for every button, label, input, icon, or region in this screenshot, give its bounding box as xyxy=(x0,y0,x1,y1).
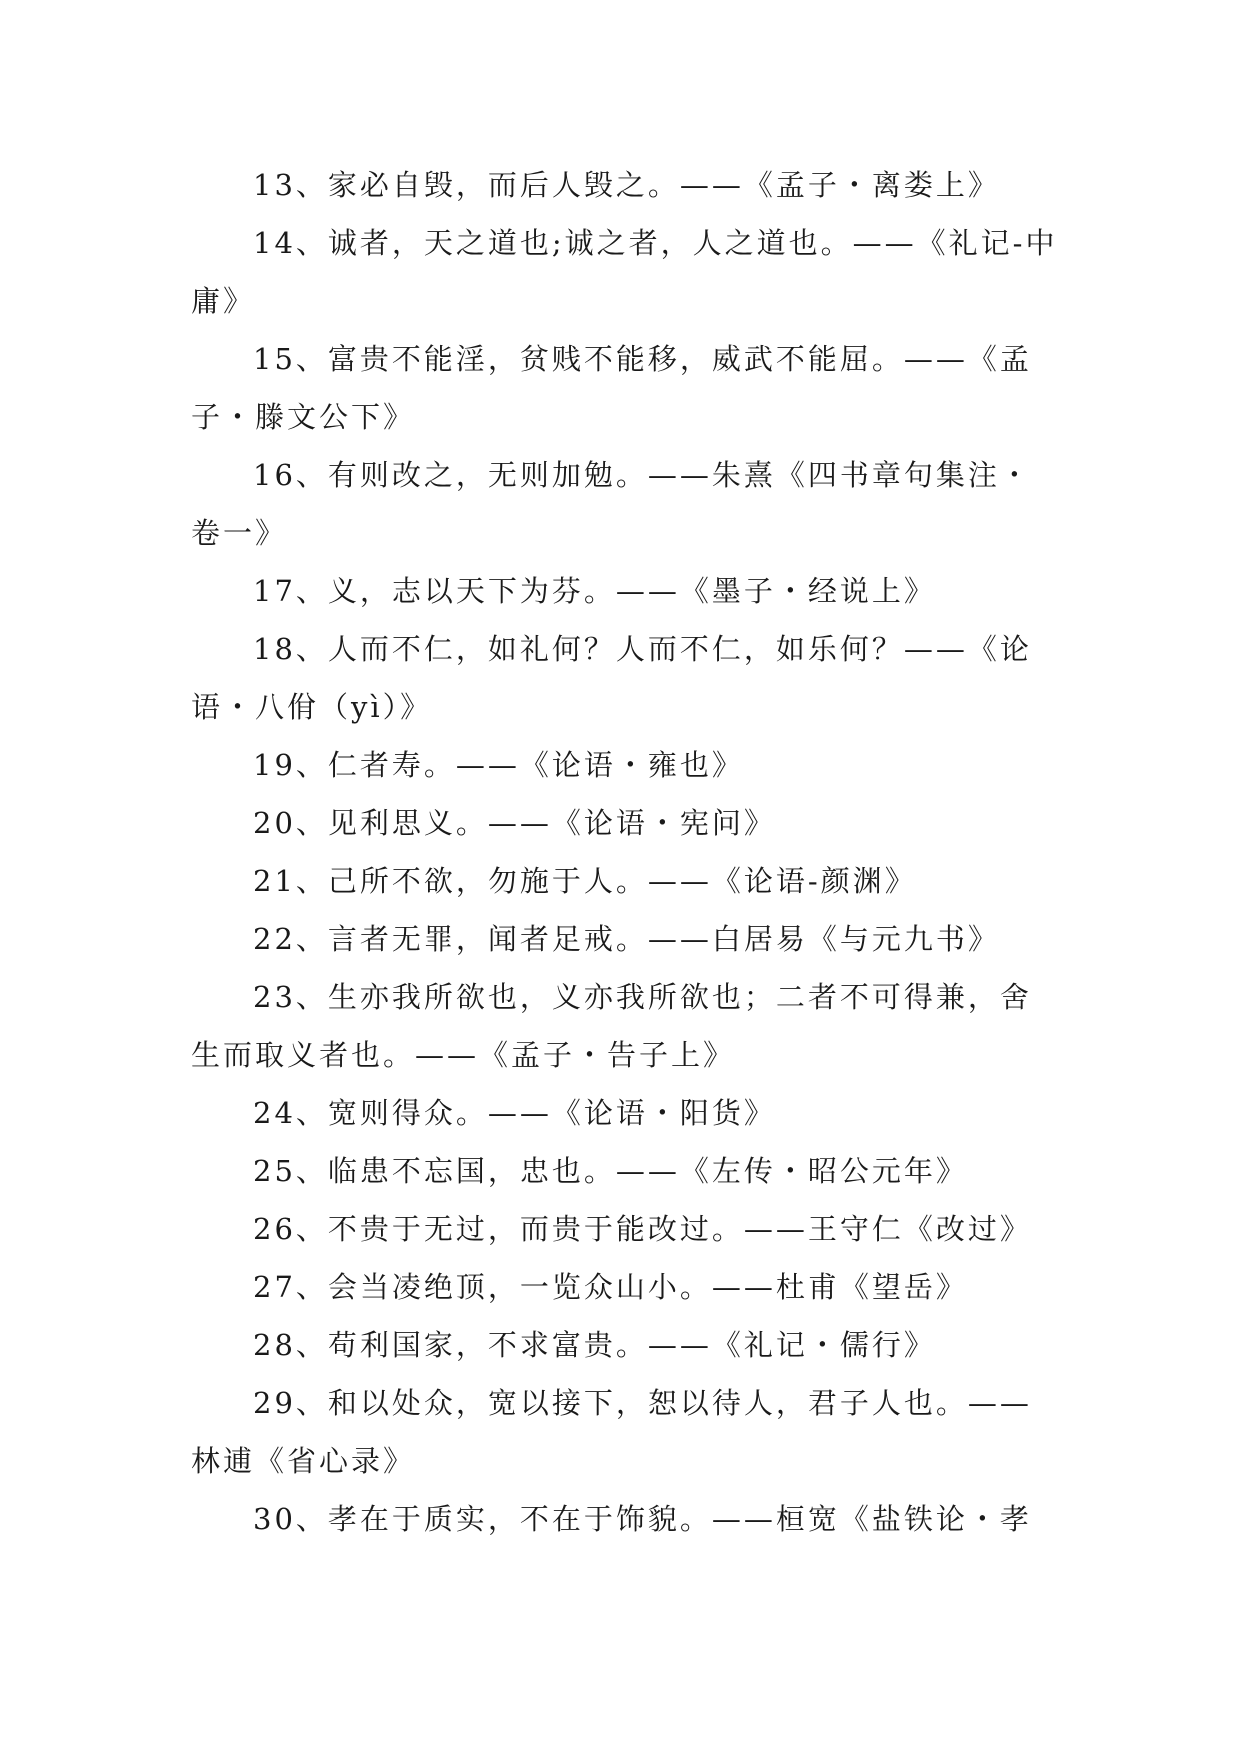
quote-entry-19: 19、仁者寿。——《论语・雍也》 xyxy=(253,748,744,782)
quote-entry-15: 15、富贵不能淫，贫贱不能移，威武不能屈。——《孟子・滕文公下》 xyxy=(191,342,1032,434)
quote-entry-14: 14、诚者，天之道也;诚之者，人之道也。——《礼记-中庸》 xyxy=(191,226,1058,318)
quote-entry-13: 13、家必自毁，而后人毁之。——《孟子・离娄上》 xyxy=(253,168,1000,202)
quote-entry-20: 20、见利思义。——《论语・宪问》 xyxy=(253,806,776,840)
quote-entry-26: 26、不贵于无过，而贵于能改过。——王守仁《改过》 xyxy=(253,1212,1032,1246)
quote-entry-17: 17、义，志以天下为芬。——《墨子・经说上》 xyxy=(253,574,936,608)
quote-entry-22: 22、言者无罪，闻者足戒。——白居易《与元九书》 xyxy=(253,922,1000,956)
quote-entry-21: 21、己所不欲，勿施于人。——《论语-颜渊》 xyxy=(253,864,917,898)
quote-entry-18: 18、人而不仁，如礼何？人而不仁，如乐何？——《论语・八佾（yì）》 xyxy=(191,632,1032,724)
quote-entry-29: 29、和以处众，宽以接下，恕以待人，君子人也。——林逋《省心录》 xyxy=(191,1386,1032,1478)
quote-entry-27: 27、会当凌绝顶，一览众山小。——杜甫《望岳》 xyxy=(253,1270,968,1304)
quote-list xyxy=(191,156,1061,1548)
quote-entry-23: 23、生亦我所欲也，义亦我所欲也；二者不可得兼，舍生而取义者也。——《孟子・告子上》 xyxy=(191,980,1032,1072)
quote-entry-16: 16、有则改之，无则加勉。——朱熹《四书章句集注・卷一》 xyxy=(191,458,1032,550)
quote-entry-25: 25、临患不忘国，忠也。——《左传・昭公元年》 xyxy=(253,1154,968,1188)
quote-entry-24: 24、宽则得众。——《论语・阳货》 xyxy=(253,1096,776,1130)
quote-entry-28: 28、苟利国家，不求富贵。——《礼记・儒行》 xyxy=(253,1328,936,1362)
quote-entry-30: 30、孝在于质实，不在于饰貌。——桓宽《盐铁论・孝 xyxy=(253,1502,1032,1536)
